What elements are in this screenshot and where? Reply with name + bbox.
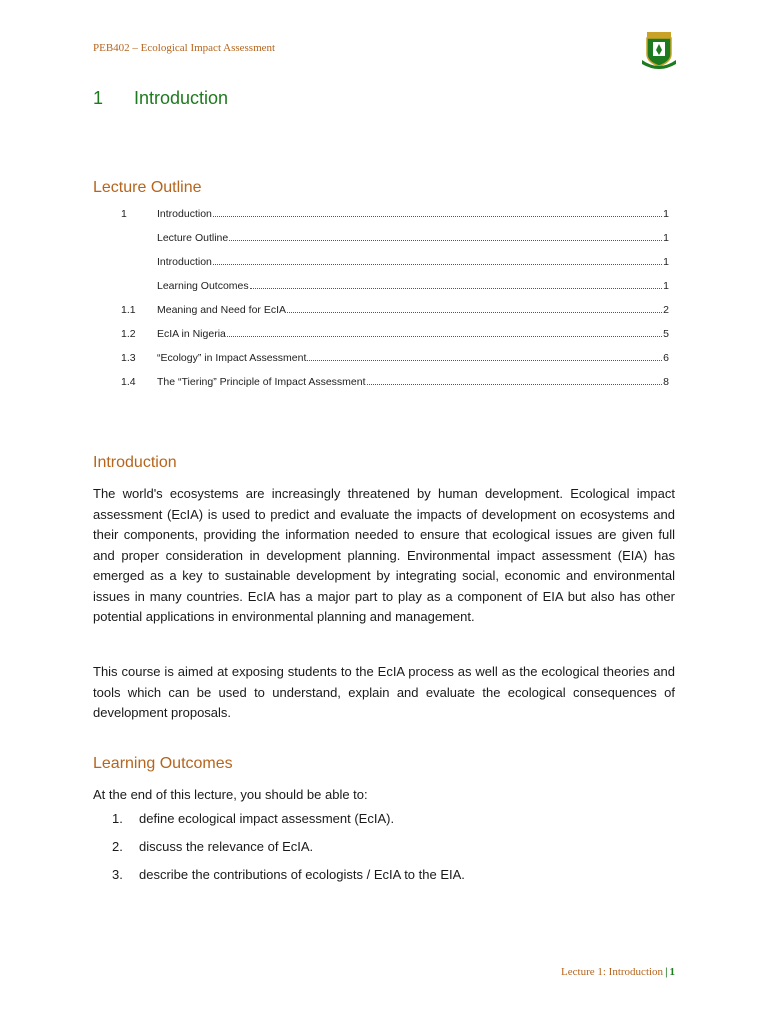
learning-outcomes-heading: Learning Outcomes	[93, 755, 233, 772]
list-item-text: describe the contributions of ecologists / EcIA to the EIA.	[139, 867, 465, 882]
toc-entry-page: 2	[663, 304, 669, 316]
intro-paragraph: This course is aimed at exposing students to the EcIA process as well as the ecological theories and tools which can be used to understand, explain and evaluate the ecological consequences of development proposals.	[93, 664, 675, 720]
toc-entry-title: Introduction	[157, 256, 212, 268]
toc-leader-dots	[229, 239, 662, 241]
toc-entry[interactable]	[121, 352, 669, 376]
toc-entry-number: 1	[121, 208, 127, 220]
toc-leader-dots	[307, 359, 662, 361]
university-crest-icon	[640, 30, 678, 70]
toc-entry-number: 1.4	[121, 376, 136, 388]
list-item	[112, 839, 465, 867]
footer-separator: |	[665, 966, 668, 978]
chapter-heading	[93, 88, 228, 109]
toc-entry[interactable]	[121, 280, 669, 304]
toc-entry[interactable]	[121, 208, 669, 232]
toc-entry-page: 1	[663, 256, 669, 268]
toc-entry-page: 5	[663, 328, 669, 340]
learning-outcomes-intro: At the end of this lecture, you should be able to:	[93, 787, 368, 802]
toc-entry[interactable]	[121, 232, 669, 256]
toc-leader-dots	[213, 215, 662, 217]
toc-leader-dots	[213, 263, 662, 265]
toc-entry-page: 8	[663, 376, 669, 388]
toc-entry-title: Introduction	[157, 208, 212, 220]
toc-entry[interactable]	[121, 376, 669, 400]
list-item	[112, 867, 465, 895]
list-item-text: discuss the relevance of EcIA.	[139, 839, 314, 854]
running-header: PEB402 – Ecological Impact Assessment	[93, 42, 276, 54]
toc-entry-page: 1	[663, 208, 669, 220]
toc-entry-title: EcIA in Nigeria	[157, 328, 226, 340]
chapter-number: 1	[93, 88, 104, 108]
toc-entry-title: Lecture Outline	[157, 232, 229, 244]
list-item	[112, 811, 465, 839]
toc-leader-dots	[227, 335, 662, 337]
introduction-heading: Introduction	[93, 454, 177, 471]
toc-entry-number: 1.2	[121, 328, 136, 340]
list-item-number: 1.	[112, 811, 123, 826]
toc-entry-page: 1	[663, 280, 669, 292]
toc-entry-number: 1.1	[121, 304, 136, 316]
toc-leader-dots	[367, 383, 663, 385]
toc-entry-number: 1.3	[121, 352, 136, 364]
toc-entry-page: 1	[663, 232, 669, 244]
toc-leader-dots	[250, 287, 663, 289]
toc-entry-title: Meaning and Need for EcIA	[157, 304, 286, 316]
intro-paragraph: The world's ecosystems are increasingly threatened by human development. Ecological impact assessment (EcIA) is used to predict and evaluate the impacts of development on ecosystems and their components, providing the information needed to ensure that ecological issues are given full and proper consideration in development planning. Environmental impact assessment (EIA) has emerged as a key to sustainable development by integrating social, economic and environmental issues in many countries. EcIA has a major part to play as a component of EIA but also has other potential applications in environmental planning and management.	[93, 486, 675, 624]
chapter-title: Introduction	[134, 88, 229, 108]
toc-entry[interactable]	[121, 328, 669, 352]
table-of-contents	[121, 208, 669, 400]
toc-entry[interactable]	[121, 304, 669, 328]
page-footer	[561, 966, 675, 978]
page-number: 1	[669, 966, 675, 978]
footer-label: Lecture 1: Introduction	[561, 966, 664, 978]
list-item-number: 2.	[112, 839, 123, 854]
lecture-outline-heading: Lecture Outline	[93, 179, 202, 196]
toc-leader-dots	[287, 311, 662, 313]
toc-entry-title: The “Tiering” Principle of Impact Assessment	[157, 376, 366, 388]
toc-entry-title: Learning Outcomes	[157, 280, 249, 292]
learning-outcomes-list	[112, 811, 465, 895]
list-item-text: define ecological impact assessment (EcIA).	[139, 811, 395, 826]
toc-entry-page: 6	[663, 352, 669, 364]
list-item-number: 3.	[112, 867, 123, 882]
toc-entry[interactable]	[121, 256, 669, 280]
toc-entry-title: “Ecology” in Impact Assessment	[157, 352, 307, 364]
